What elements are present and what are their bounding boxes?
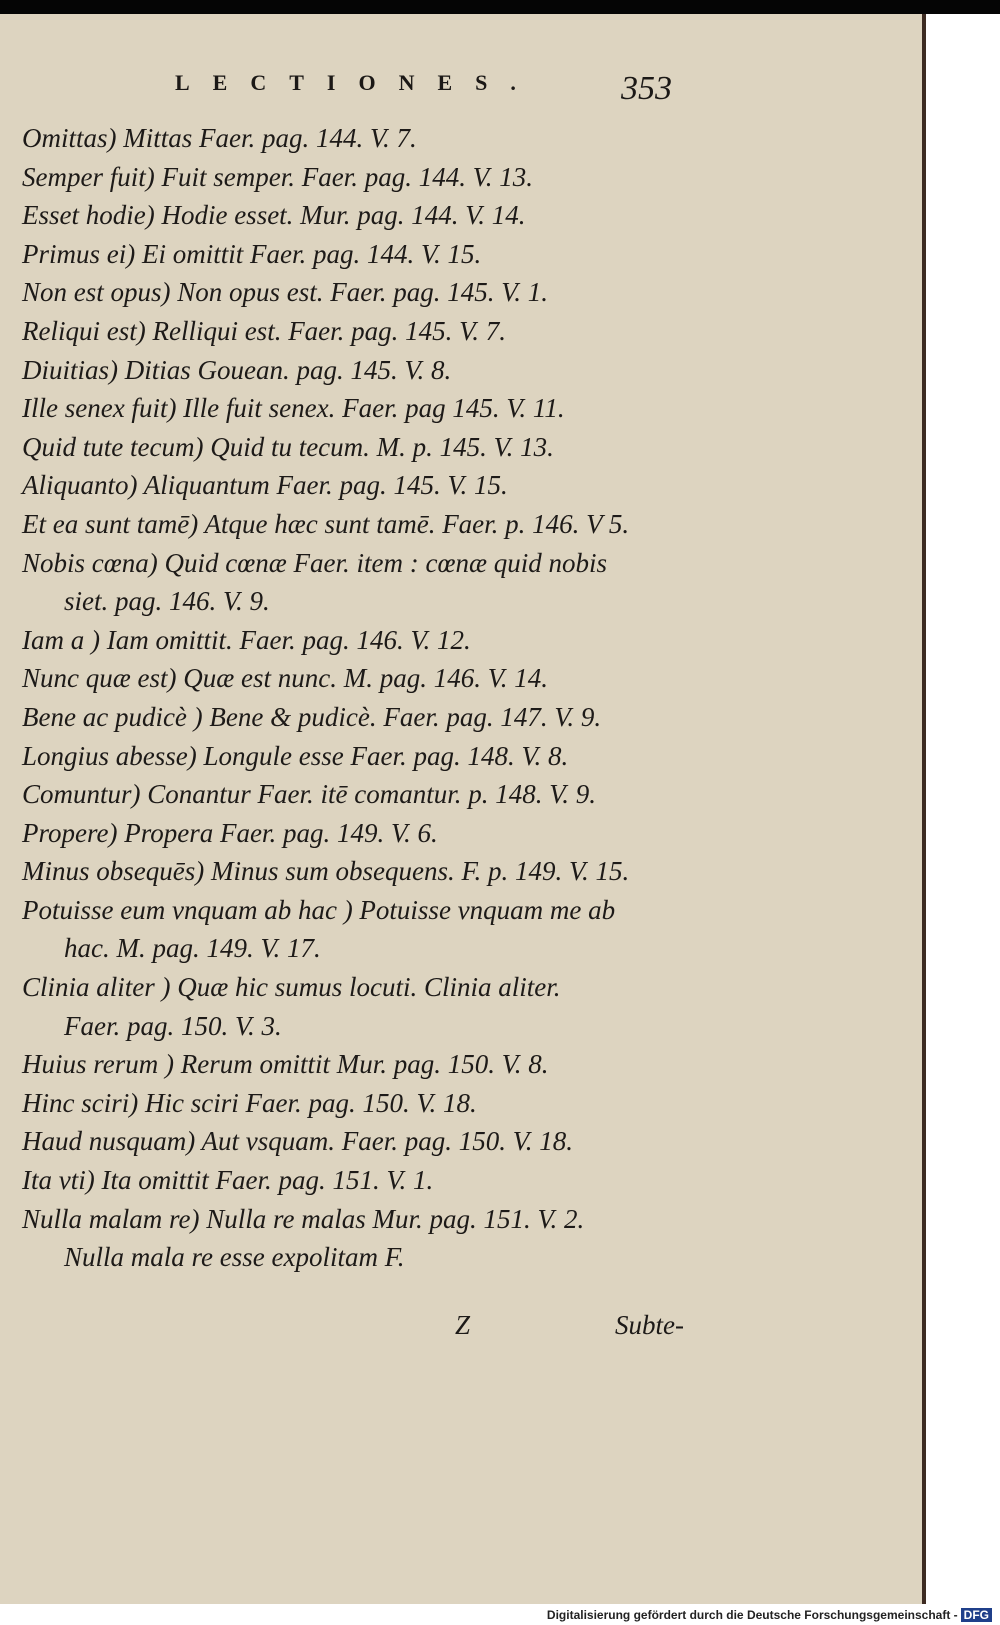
scan-border-top [0, 0, 1000, 14]
variant-readings-list [22, 119, 722, 1277]
running-title: LECTIONES. [175, 70, 539, 95]
text-line: Nunc quæ est) Quæ est nunc. M. pag. 146. V. 14. [22, 663, 548, 694]
text-line: Semper fuit) Fuit semper. Faer. pag. 144. V. 13. [22, 161, 533, 192]
text-line: Non est opus) Non opus est. Faer. pag. 145. V. 1. [22, 277, 549, 308]
catchline [455, 1310, 705, 1341]
text-line: Ita vti) Ita omittit Faer. pag. 151. V. 1. [22, 1165, 434, 1196]
text-line: Ille senex fuit) Ille fuit senex. Faer. pag 145. V. 11. [22, 393, 565, 424]
text-line: Huius rerum ) Rerum omittit Mur. pag. 150. V. 8. [22, 1049, 549, 1080]
book-page [0, 14, 926, 1604]
text-line: Comuntur) Conantur Faer. itē comantur. p. 148. V. 9. [22, 779, 597, 810]
text-line: Primus ei) Ei omittit Faer. pag. 144. V. 15. [22, 238, 482, 269]
text-line: Reliqui est) Relliqui est. Faer. pag. 145. V. 7. [22, 315, 506, 346]
text-line: Potuisse eum vnquam ab hac ) Potuisse vnquam me ab [22, 894, 616, 925]
signature-mark: Z [455, 1310, 471, 1340]
text-line: Haud nusquam) Aut vsquam. Faer. pag. 150. V. 18. [22, 1126, 573, 1157]
text-line: Et ea sunt tamē) Atque hæc sunt tamē. Faer. p. 146. V 5. [22, 508, 630, 539]
text-line: Bene ac pudicè ) Bene & pudicè. Faer. pag. 147. V. 9. [22, 701, 602, 732]
catchword: Subte- [615, 1310, 684, 1340]
text-line: Propere) Propera Faer. pag. 149. V. 6. [22, 817, 438, 848]
text-line: Omittas) Mittas Faer. pag. 144. V. 7. [22, 123, 417, 153]
text-line-continuation: Nulla mala re esse expolitam F. [64, 1242, 405, 1273]
text-line: Clinia aliter ) Quæ hic sumus locuti. Clinia aliter. [22, 972, 561, 1003]
text-line: Nobis cœna) Quid cœnæ Faer. item : cœnæ quid nobis [22, 547, 607, 578]
text-line-continuation: siet. pag. 146. V. 9. [64, 586, 270, 617]
digitization-credit [547, 1608, 992, 1622]
text-line-continuation: Faer. pag. 150. V. 3. [64, 1010, 282, 1041]
text-line: Longius abesse) Longule esse Faer. pag. 148. V. 8. [22, 740, 569, 771]
dfg-logo: DFG [961, 1608, 992, 1622]
text-line: Iam a ) Iam omittit. Faer. pag. 146. V. 12. [22, 624, 471, 655]
text-line: Minus obsequēs) Minus sum obsequens. F. p. 149. V. 15. [22, 856, 630, 887]
page-number: 353 [621, 70, 672, 107]
text-line: Nulla malam re) Nulla re malas Mur. pag. 151. V. 2. [22, 1203, 585, 1234]
text-line: Quid tute tecum) Quid tu tecum. M. p. 145. V. 13. [22, 431, 554, 462]
text-line: Hinc sciri) Hic sciri Faer. pag. 150. V. 18. [22, 1087, 477, 1118]
text-line: Aliquanto) Aliquantum Faer. pag. 145. V. 15. [22, 470, 508, 501]
text-line: Esset hodie) Hodie esset. Mur. pag. 144. V. 14. [22, 200, 526, 231]
text-line: Diuitias) Ditias Gouean. pag. 145. V. 8. [22, 354, 452, 385]
credit-text: Digitalisierung gefördert durch die Deutsche Forschungsgemeinschaft - [546, 1608, 958, 1622]
text-line-continuation: hac. M. pag. 149. V. 17. [64, 933, 321, 964]
